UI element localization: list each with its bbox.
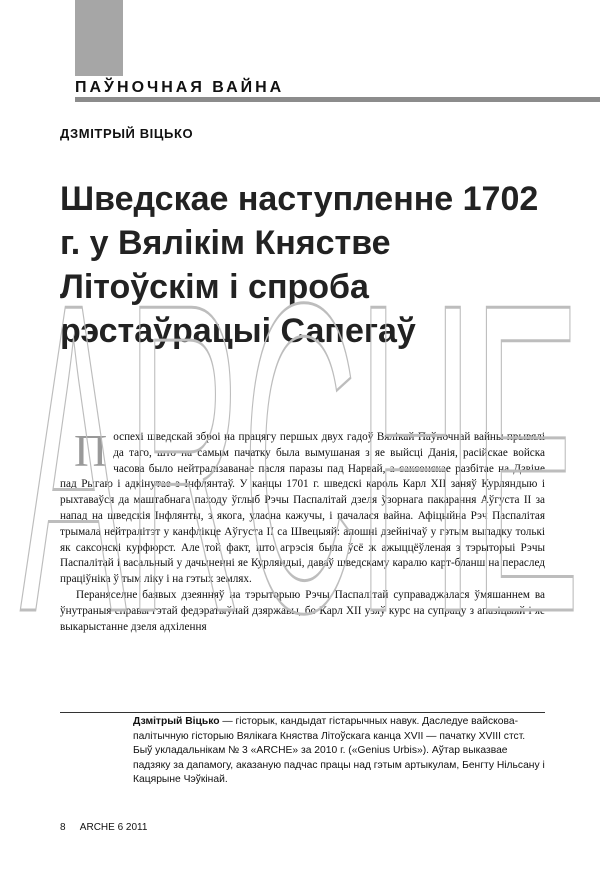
page-footer [60, 822, 147, 833]
author-note-text: — гісторык, кандыдат гістарычных навук. Даследуе вайскова-палітычную гісторыю Вялікага Княства Літоўскага канца XVII — пачатку XVIII стст. Быў укладальнікам № 3 «ARCHE» за 2010 г. («Genius Urbis»). Аўтар выказвае падзяку за дапамогу, аказаную падчас працы над гэтым артыкулам, Бенгту Нільсану і Кацярыне Чэўкінай. [133, 716, 545, 786]
section-tab-marker [75, 0, 123, 76]
author-note-name: Дзмітрый Віцько [133, 716, 220, 727]
drop-cap: П [74, 425, 108, 476]
section-rule [75, 97, 600, 102]
article-title: Шведскае наступленне 1702 г. у Вялікім Княстве Літоўскім і спроба рэстаўрацыі Сапегаў [60, 180, 539, 350]
note-divider [60, 712, 545, 713]
paragraph-1 [60, 425, 545, 588]
author-heading: ДЗМІТРЫЙ ВІЦЬКО [60, 126, 194, 141]
page-number: 8 [60, 822, 66, 833]
watermark-text: ARCHE [20, 213, 580, 640]
paragraph-1-text: оспехі шведскай зброі на працягу першых двух гадоў Вялікай Паўночнай вайны прывялі да таго, што на самым пачатку была вымушаная з яе выйсці Данія, расійскае войска часова было нейтралізаванае пасля паразы пад Нарвай, а саксонскае разбітае на Дзвіне пад Рыгаю і адкінутае з Інфлянтаў. У канцы 1701 г. шведскі кароль Карл XII заняў Курляндыю і рыхтаваўся да маштабнага паходу ўглыб Рэчы Паспалітай дзеля ўзорнага пакарання Аўгуста II за напад на шведскія Інфлянты, з якога, уласна кажучы, і пачалася вайна. Афіцыйна Рэч Паспалітая трымала нейтралітэт у канфлікце Аўгуста II са Швецыяй: апошні дзейнічаў у гэтым выпадку толькі як саксонскі курфюрст. Але той факт, што агрэсія была ўсё ж ажыццёўленая з тэрыторыі Рэчы Паспалітай і васальный у дачыненні яе Курляндыі, даваў шведскаму каралю карт-бланш на пераслед праціўніка ў тым ліку і на гэтых землях. [60, 431, 545, 586]
author-note [133, 715, 545, 788]
journal-issue: ARCHE 6 2011 [79, 822, 148, 833]
paragraph-2: Пераняселне баявых дзеянняў на тэрыторыю Рэчы Паспалітай суправаджалася ўмяшаннем ва ўнутраныя справы гэтай федэратыўнай дзяржавы, бо Карл XII узяў курс на супрацу з апазіцыяй і яе выкарыстанне дзеля адхілення [60, 588, 545, 633]
section-label: ПАЎНОЧНАЯ ВАЙНА [75, 79, 285, 96]
article-body [60, 425, 545, 635]
